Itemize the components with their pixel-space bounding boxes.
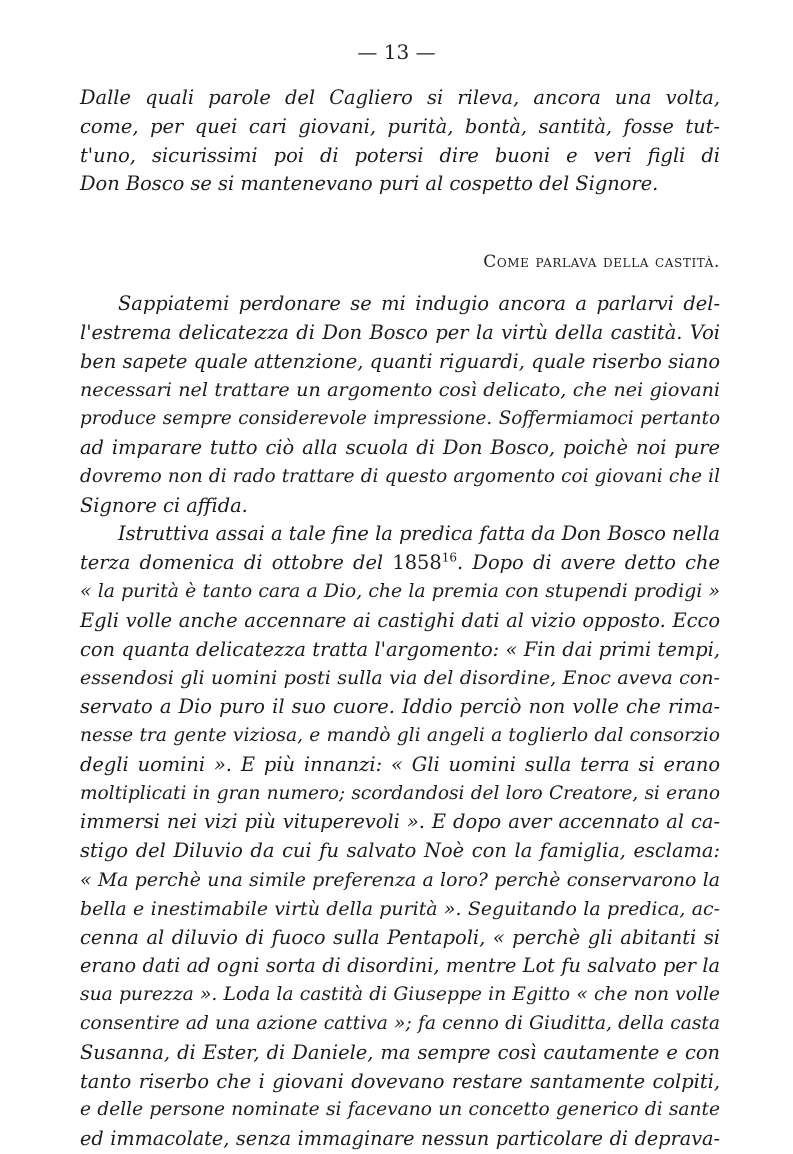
text-line: moltiplicati in gran numero; scordandosi del loro Creatore, si erano [80, 782, 720, 804]
text-line-with-footnote [80, 549, 720, 578]
paragraph-cagliero [80, 84, 720, 199]
text-line: « la purità è tanto cara a Dio, che la premia con stupendi prodigi » [80, 580, 720, 602]
text-line: Signore ci affida. [80, 493, 248, 517]
text-line: ad imparare tutto ciò alla scuola di Don Bosco, poichè noi pure [80, 435, 720, 459]
text-line: Egli volle anche accennare ai castighi dati al vizio opposto. Ecco [80, 608, 720, 632]
page-number: — 13 — [357, 40, 436, 64]
text-line: come, per quei cari giovani, purità, bontà, santità, fosse tut- [80, 114, 720, 138]
text-line: essendosi gli uomini posti sulla via del disordine, Enoc aveva con- [80, 667, 720, 690]
text-line: produce sempre considerevole impressione. Soffermiamoci pertanto [80, 408, 720, 430]
section-heading: Come parlava della castità. [483, 252, 720, 272]
text-line: tanto riserbo che i giovani dovevano restare santamente colpiti, [80, 1069, 720, 1093]
text-line: ed immacolate, senza immaginare nessun particolare di deprava- [80, 1127, 720, 1151]
body-text [80, 290, 720, 1154]
text-line: Susanna, di Ester, di Daniele, ma sempre così cautamente e con [80, 1040, 720, 1064]
text-line: l'estrema delicatezza di Don Bosco per la virtù della castità. Voi [80, 320, 720, 344]
year: 1858 [392, 551, 442, 575]
text-line: Sappiatemi perdonare se mi indugio ancora a parlarvi del- [118, 292, 720, 315]
text-line: cenna al diluvio di fuoco sulla Pentapoli, « perchè gli abitanti si [80, 925, 720, 949]
text-fragment: . Dopo di avere detto che [457, 551, 720, 575]
text-line: dovremo non di rado trattare di questo argomento coi giovani che il [80, 465, 720, 487]
text-line: degli uomini ». E più innanzi: « Gli uomini sulla terra si erano [80, 752, 720, 776]
text-fragment: terza domenica di ottobre del [80, 551, 393, 575]
text-line: immersi nei vizi più vituperevoli ». E dopo aver accennato al ca- [80, 810, 720, 834]
text-line: nesse tra gente viziosa, e mandò gli angeli a toglierlo dal consorzio [80, 724, 720, 746]
footnote-marker: 16 [441, 550, 458, 565]
text-line: Don Bosco se si mantenevano puri al cospetto del Signore. [80, 172, 659, 196]
text-line: Istruttiva assai a tale fine la predica fatta da Don Bosco nella [118, 522, 720, 546]
text-line: necessari nel trattare un argomento così delicato, che nei giovani [80, 378, 720, 402]
text-line: servato a Dio puro il suo cuore. Iddio perciò non volle che rima- [80, 695, 720, 719]
text-line: Dalle quali parole del Cagliero si rileva, ancora una volta, [80, 86, 720, 109]
text-line: erano dati ad ogni sorta di disordini, mentre Lot fu salvato per la [80, 954, 720, 978]
text-line: e delle persone nominate si facevano un concetto generico di sante [80, 1099, 720, 1121]
text-line: sua purezza ». Loda la castità di Giuseppe in Egitto « che non volle [80, 984, 720, 1006]
text-line: bella e inestimabile virtù della purità ». Seguitando la predica, ac- [80, 897, 720, 920]
text-line: ben sapete quale attenzione, quanti riguardi, quale riserbo siano [80, 349, 720, 373]
text-line: consentire ad una azione cattiva »; fa cenno di Giuditta, della casta [80, 1012, 720, 1034]
text-line: stigo del Diluvio da cui fu salvato Noè con la famiglia, esclama: [80, 839, 720, 863]
text-line: t'uno, sicurissimi poi di potersi dire buoni e veri figli di [80, 143, 720, 167]
text-line: « Ma perchè una simile preferenza a loro? perchè conservarono la [80, 868, 720, 891]
text-line: con quanta delicatezza tratta l'argomento: « Fin dai primi tempi, [80, 637, 720, 661]
